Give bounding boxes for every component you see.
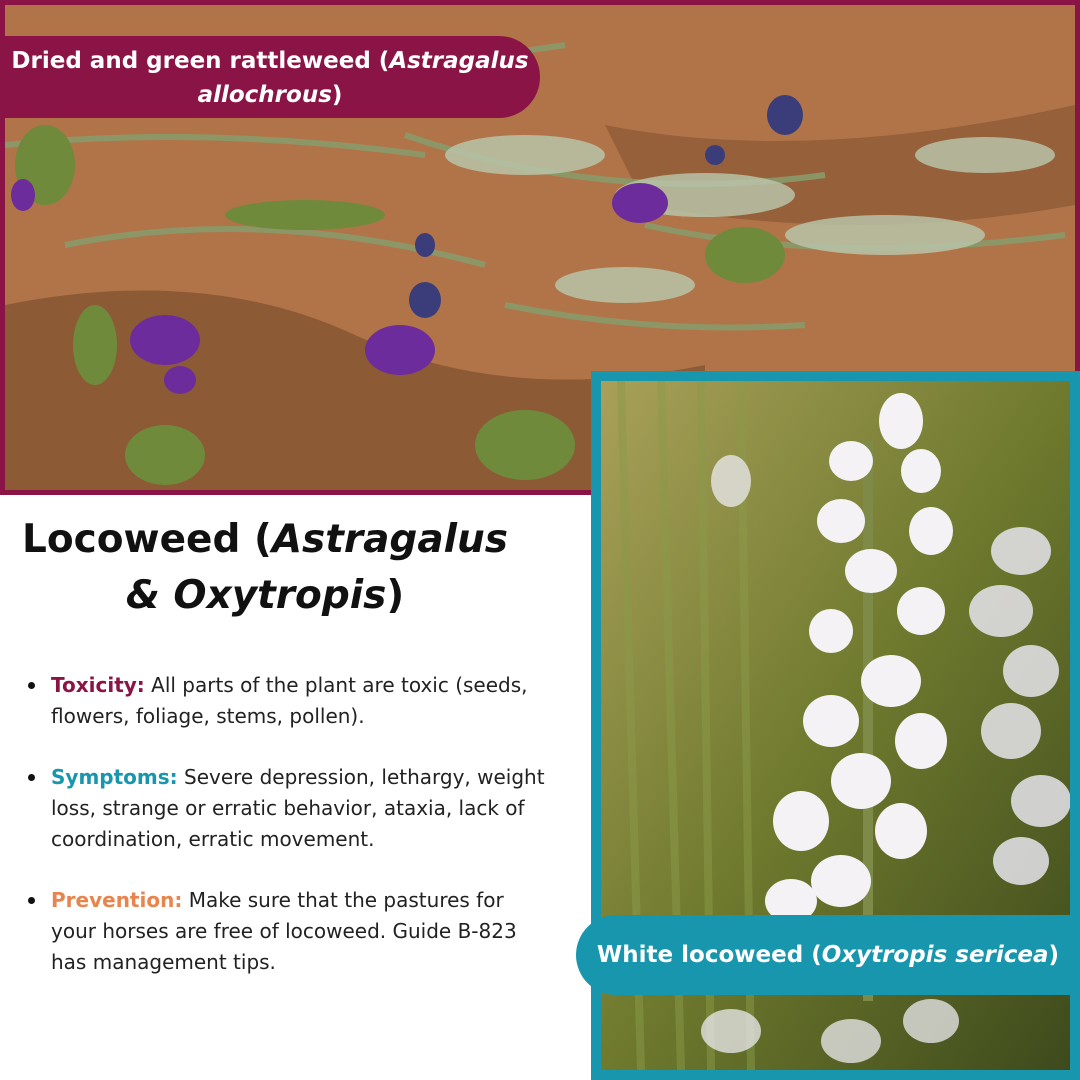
prevention-text: Make sure that the pastures for your horses are free of locoweed. Guide B-823 has management tips. (51, 888, 517, 974)
top-caption-text-1: Dried and green rattleweed ( (11, 48, 390, 74)
toxicity-text: All parts of the plant are toxic (seeds, flowers, foliage, stems, pollen). (51, 673, 528, 728)
prevention-label: Prevention: (51, 888, 183, 912)
bullet-dot-icon (28, 897, 35, 904)
right-caption-species: Oxytropis sericea (821, 942, 1049, 968)
top-caption-species: Astragalus allochrous (197, 48, 529, 108)
fact-list (28, 670, 548, 1008)
bullet-dot-icon (28, 774, 35, 781)
right-caption-text-1: White locoweed ( (596, 942, 822, 968)
toxicity-label: Toxicity: (51, 673, 145, 697)
title-text-1: Locoweed ( (22, 517, 272, 562)
bullet-dot-icon (28, 682, 35, 689)
symptoms-text: Severe depression, lethargy, weight loss, strange or erratic behavior, ataxia, lack of coordination, erratic movement. (51, 765, 545, 851)
list-item-toxicity (28, 670, 548, 732)
top-caption-text-2: ) (331, 82, 343, 108)
top-photo-caption (0, 36, 540, 118)
title-genera: Astragalus & Oxytropis (125, 517, 508, 618)
list-item-prevention (28, 885, 548, 978)
list-item-symptoms (28, 762, 548, 855)
symptoms-label: Symptoms: (51, 765, 178, 789)
title-text-2: ) (386, 573, 405, 618)
right-caption-text-2: ) (1048, 942, 1060, 968)
right-photo-caption (576, 915, 1080, 995)
page-title (0, 512, 530, 624)
